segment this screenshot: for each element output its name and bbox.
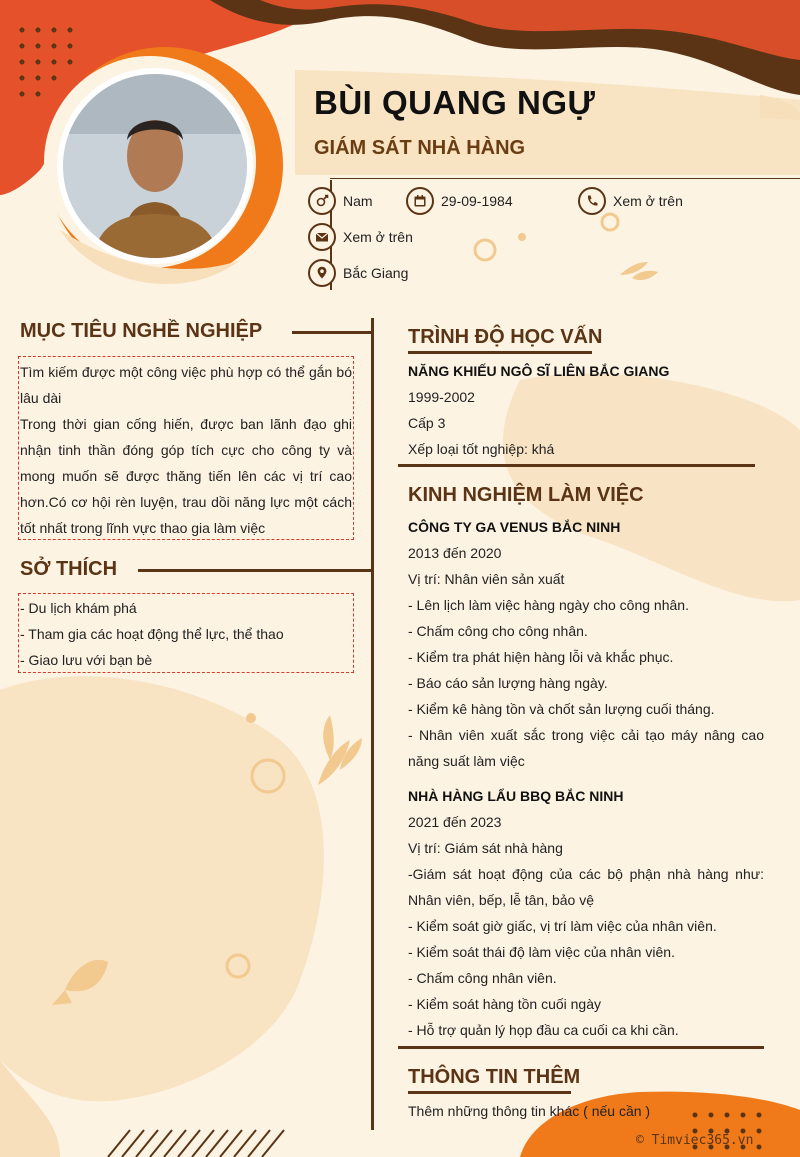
education-grade: Xếp loại tốt nghiệp: khá [408, 441, 555, 457]
objective-paragraph-1: Tìm kiếm được một công việc phù hợp có thể gắn bó lâu dài [20, 364, 352, 406]
education-section-divider [398, 464, 755, 467]
info-gender [308, 187, 373, 215]
avatar-photo-placeholder [63, 74, 247, 258]
job-2-duty-5: - Kiểm soát hàng tồn cuối ngày [408, 996, 602, 1012]
job-2-company: NHÀ HÀNG LẨU BBQ BẮC NINH [408, 788, 624, 804]
hobbies-title: SỞ THÍCH [20, 558, 118, 580]
email-value: Xem ở trên [343, 229, 413, 245]
candidate-role: GIÁM SÁT NHÀ HÀNG [314, 137, 526, 159]
hobbies-box [18, 593, 354, 673]
job-2-duty-3: - Kiểm soát thái độ làm việc của nhân viên. [408, 944, 675, 960]
experience-job-2 [408, 783, 764, 1043]
education-level: Cấp 3 [408, 415, 446, 431]
job-1-period: 2013 đến 2020 [408, 545, 502, 561]
job-1-duty-5: - Kiểm kê hàng tồn và chốt sản lượng cuối tháng. [408, 701, 715, 717]
info-email [308, 223, 413, 251]
job-2-period: 2021 đến 2023 [408, 814, 502, 830]
experience-section-divider [398, 1046, 764, 1049]
job-1-position: Vị trí: Nhân viên sản xuất [408, 571, 565, 587]
objective-paragraph-2: Trong thời gian cống hiến, được ban lãnh đạo ghi nhận tinh thần đóng góp tích cực cho công ty và mong muốn sẽ được thăng tiến lên các vị trí cao hơn.Có cơ hội rèn luyện, trau dồi năng lực một cách tốt nhất trong lĩnh vực thao gia làm việc [20, 416, 352, 536]
job-1-duty-6: - Nhân viên xuất sắc trong việc cải tạo máy nâng cao năng suất làm việc [408, 727, 764, 769]
job-2-position: Vị trí: Giám sát nhà hàng [408, 840, 563, 856]
job-1-duty-3: - Kiểm tra phát hiện hàng lỗi và khắc phục. [408, 649, 674, 665]
extra-title-underline [408, 1091, 571, 1094]
education-title-underline [408, 351, 592, 354]
birthday-value: 29-09-1984 [441, 193, 513, 209]
hobby-item-1: - Du lịch khám phá [20, 600, 137, 616]
education-block [408, 358, 768, 462]
hobby-item-3: - Giao lưu với bạn bè [20, 652, 153, 668]
header-divider [330, 178, 800, 179]
job-2-duty-4: - Chấm công nhân viên. [408, 970, 557, 986]
address-value: Bắc Giang [343, 265, 409, 281]
education-title: TRÌNH ĐỘ HỌC VẤN [408, 326, 603, 348]
hobbies-title-rule [138, 569, 372, 572]
experience-title: KINH NGHIỆM LÀM VIỆC [408, 484, 644, 506]
gender-icon [308, 187, 336, 215]
extra-text: Thêm những thông tin khác ( nếu cần ) [408, 1103, 651, 1119]
candidate-name: BÙI QUANG NGỰ [314, 84, 596, 121]
education-period: 1999-2002 [408, 389, 475, 405]
calendar-icon [406, 187, 434, 215]
hobby-item-2: - Tham gia các hoạt động thể lực, thể thao [20, 626, 284, 642]
gender-value: Nam [343, 193, 373, 209]
phone-icon [578, 187, 606, 215]
info-phone [578, 187, 683, 215]
job-1-company: CÔNG TY GA VENUS BẮC NINH [408, 519, 621, 535]
location-icon [308, 259, 336, 287]
column-divider [371, 318, 374, 1130]
job-2-duty-6: - Hỗ trợ quản lý họp đầu ca cuối ca khi cần. [408, 1022, 679, 1038]
job-1-duty-4: - Báo cáo sản lượng hàng ngày. [408, 675, 608, 691]
objective-title-rule [292, 331, 372, 334]
extra-title: THÔNG TIN THÊM [408, 1066, 581, 1088]
avatar [57, 68, 253, 264]
objective-box [18, 356, 354, 540]
education-school: NĂNG KHIẾU NGÔ SĨ LIÊN BẮC GIANG [408, 363, 670, 379]
job-1-duty-1: - Lên lịch làm việc hàng ngày cho công nhân. [408, 597, 689, 613]
job-2-duty-2: - Kiểm soát giờ giấc, vị trí làm việc của nhân viên. [408, 918, 717, 934]
info-address [308, 259, 408, 287]
phone-value: Xem ở trên [613, 193, 683, 209]
info-birthday [406, 187, 513, 215]
job-1-duty-2: - Chấm công cho công nhân. [408, 623, 588, 639]
objective-title: MỤC TIÊU NGHỀ NGHIỆP [20, 320, 263, 342]
email-icon [308, 223, 336, 251]
footer-watermark: © Timviec365.vn [636, 1133, 754, 1148]
experience-job-1 [408, 514, 764, 774]
job-2-duty-1: -Giám sát hoạt động của các bộ phận nhà hàng như: Nhân viên, bếp, lễ tân, bảo vệ [408, 866, 764, 908]
